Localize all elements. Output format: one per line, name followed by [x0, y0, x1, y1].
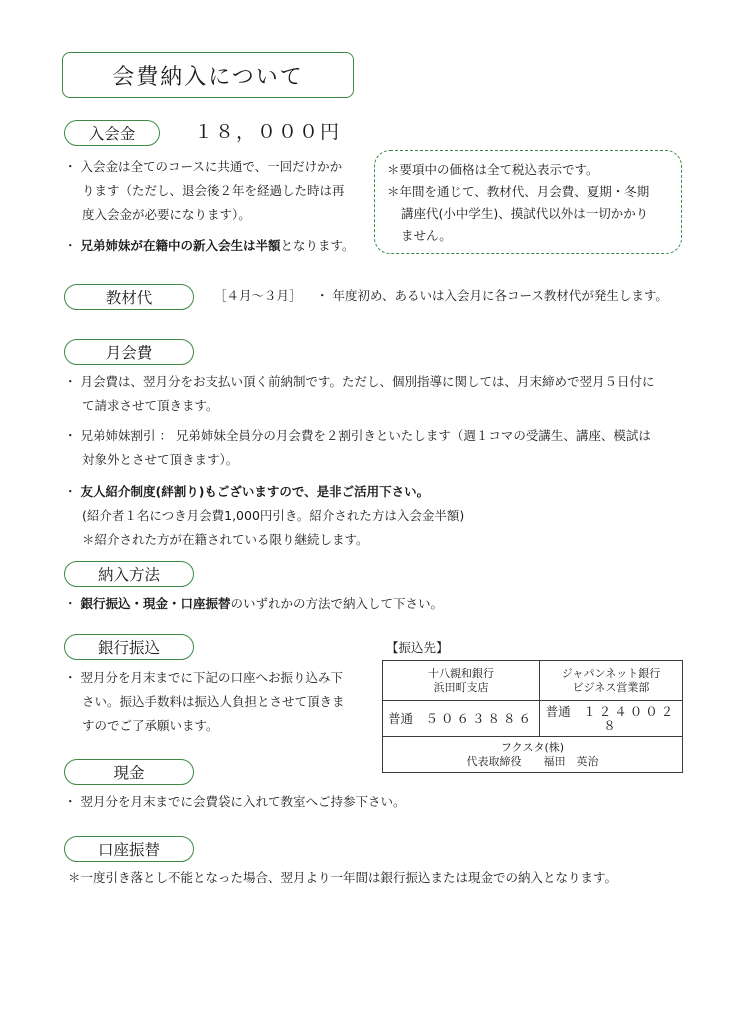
bank1-cell: 十八親和銀行 浜田町支店 — [383, 661, 540, 701]
section-label-text: 入会金 — [88, 125, 136, 143]
page-title-text: 会費納入について — [112, 64, 304, 90]
genkin-text: ・ 翌月分を月末までに会費袋に入れて教室へご持参下さい。 — [64, 794, 406, 809]
nonyu-text: ・ 銀行振込・現金・口座振替のいずれかの方法で納入して下さい。 — [64, 596, 444, 611]
tax-note-box — [374, 150, 682, 254]
section-label-nyukaikin — [64, 120, 160, 146]
section-label-text: 現金 — [113, 764, 145, 782]
getsukai-bullet-3: ・ 友人紹介制度(絆割り)もございますので、是非ご活用下さい。 (紹介者１名につき月会費1,000円引き。紹介された方は入会金半額) ＊紹介された方が在籍されている限り継続します。 — [64, 484, 465, 547]
furikomisaki-heading: 【振込先】 — [386, 640, 449, 655]
section-label-genkin — [64, 759, 194, 785]
section-label-getsukai — [64, 339, 194, 365]
getsukai-bullet-1: ・ 月会費は、翌月分をお支払い頂く前納制です。ただし、個別指導に関しては、月末締めで翌月５日付に て請求させて頂きます。 — [64, 374, 655, 413]
nyukaikin-bullet-2: ・ 兄弟姉妹が在籍中の新入会生は半額となります。 — [64, 238, 355, 253]
section-label-text: 銀行振込 — [97, 639, 160, 657]
account1-cell: 普通 ５０６３８８６ — [383, 701, 540, 737]
page-title — [62, 52, 354, 98]
note-line: 講座代(小中学生)、摸試代以外は一切かかり — [401, 206, 649, 221]
section-label-text: 月会費 — [105, 344, 153, 362]
ginko-text: ・ 翌月分を月末までに下記の口座へお振り込み下 さい。振込手数料は振込人負担とさせて頂きま すのでご了承願います。 — [64, 670, 345, 733]
nyukaikin-bullet-1: ・ 入会金は全てのコースに共通で、一回だけかか ります（ただし、退会後２年を経過した時は再 度入会金が必要になります）。 — [64, 159, 345, 222]
bank-account-table — [382, 660, 683, 773]
kyozai-text: ・ 年度初め、あるいは入会月に各コース教材代が発生します。 — [316, 288, 668, 303]
section-label-text: 口座振替 — [97, 841, 160, 859]
section-label-nonyu — [64, 561, 194, 587]
account2-cell: 普通 １２４００２８ — [540, 701, 683, 737]
section-label-kyozai — [64, 284, 194, 310]
koza-text: ＊一度引き落とし不能となった場合、翌月より一年間は銀行振込または現金での納入となります。 — [68, 870, 618, 885]
entrance-fee-amount: １８，０００円 — [194, 121, 342, 143]
section-label-text: 教材代 — [105, 289, 153, 307]
section-label-ginko — [64, 634, 194, 660]
note-line: ません。 — [401, 228, 452, 243]
section-label-text: 納入方法 — [97, 566, 160, 584]
account-holder-cell: フクスタ(株) 代表取締役 福田 英治 — [383, 737, 683, 773]
note-line: ＊要項中の価格は全て税込表示です。 — [387, 162, 599, 177]
section-label-koza — [64, 836, 194, 862]
note-line: ＊年間を通じて、教材代、月会費、夏期・冬期 — [387, 184, 650, 199]
getsukai-bullet-2: ・ 兄弟姉妹割引 ： 兄弟姉妹全員分の月会費を２割引きといたします（週１コマの受講生、講座、模試は 対象外とさせて頂きます）。 — [64, 428, 651, 467]
bank2-cell: ジャパンネット銀行 ビジネス営業部 — [540, 661, 683, 701]
kyozai-period: ［４月～３月］ — [214, 288, 302, 303]
